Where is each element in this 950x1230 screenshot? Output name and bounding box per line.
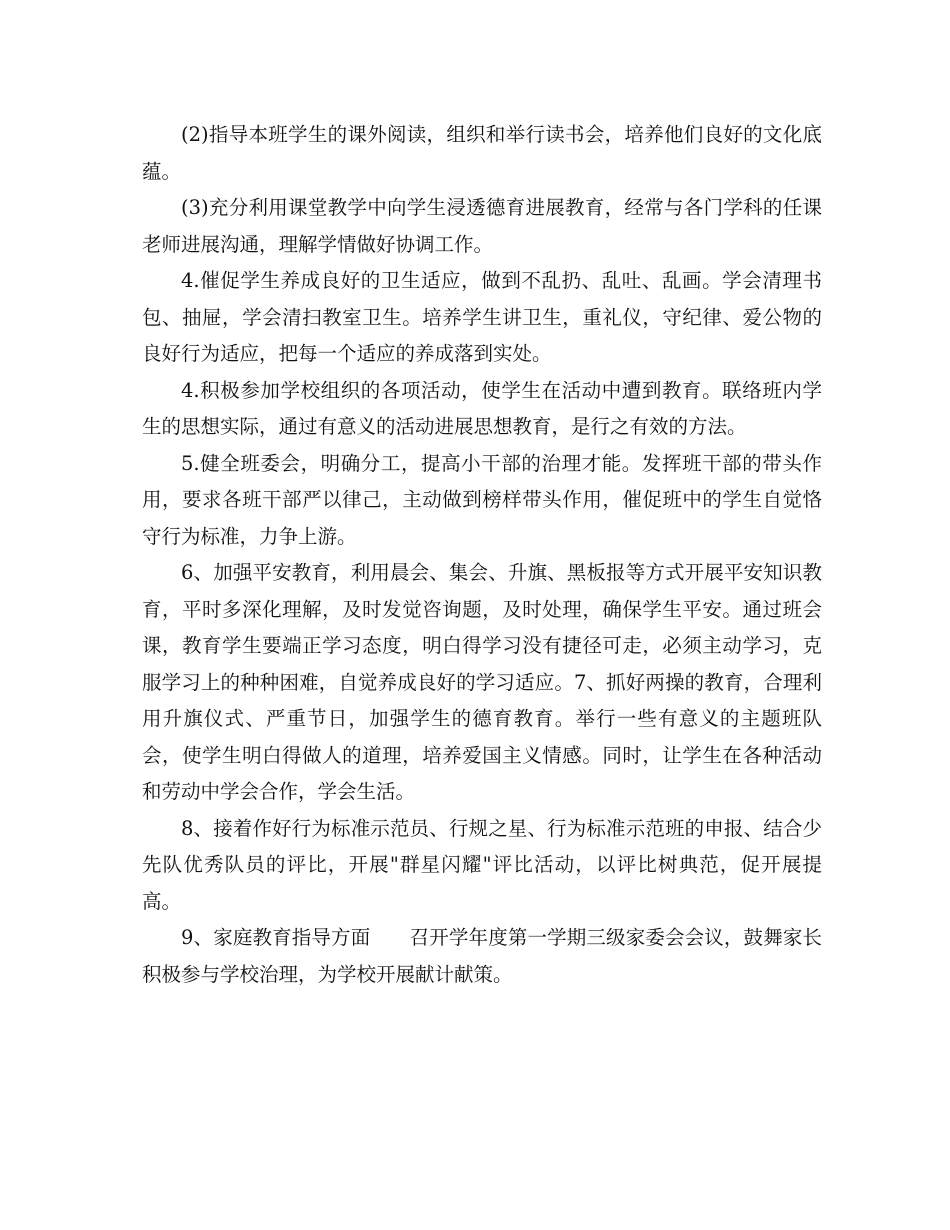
paragraph-5-class-committee: 5.健全班委会，明确分工，提高小干部的治理才能。发挥班干部的带头作用，要求各班干部严以律己，主动做到榜样带头作用，催促班中的学生自觉恪守行为标准，力争上游。: [142, 451, 822, 548]
paragraph-4-hygiene: 4.催促学生养成良好的卫生适应，做到不乱扔、乱吐、乱画。学会清理书包、抽屉，学会清扫教室卫生。培养学生讲卫生，重礼仪，守纪律、爱公物的良好行为适应，把每一个适应的养成落到实处。: [142, 269, 822, 365]
paragraph-8-behavior-standards: 8、接着作好行为标准示范员、行规之星、行为标准示范班的申报、结合少先队优秀队员的评比，开展"群星闪耀"评比活动，以评比树典范，促开展提高。: [142, 816, 822, 913]
paragraph-3-moral-education: (3)充分利用课堂教学中向学生浸透德育进展教育，经常与各门学科的任课老师进展沟通，理解学情做好协调工作。: [142, 196, 822, 256]
paragraph-4-activities: 4.积极参加学校组织的各项活动，使学生在活动中遭到教育。联络班内学生的思想实际，通过有意义的活动进展思想教育，是行之有效的方法。: [142, 378, 822, 438]
paragraph-6-safety-education: 6、加强平安教育，利用晨会、集会、升旗、黑板报等方式开展平安知识教育，平时多深化理解，及时发觉咨询题，及时处理，确保学生平安。通过班会课，教育学生要端正学习态度，明白得学习没有捷径可走，必须主动学习，克服学习上的种种困难，自觉养成良好的学习适应。7、抓好两操的教育，合理利用升旗仪式、严重节日，加强学生的德育教育。举行一些有意义的主题班队会，使学生明白得做人的道理，培养爱国主义情感。同时，让学生在各种活动和劳动中学会合作，学会生活。: [142, 561, 822, 803]
document-body: [142, 117, 822, 993]
paragraph-2-reading: (2)指导本班学生的课外阅读，组织和举行读书会，培养他们良好的文化底蕴。: [142, 123, 822, 183]
paragraph-9-family-education: 9、家庭教育指导方面 召开学年度第一学期三级家委会会议，鼓舞家长积极参与学校治理，为学校开展献计献策。: [142, 926, 822, 986]
